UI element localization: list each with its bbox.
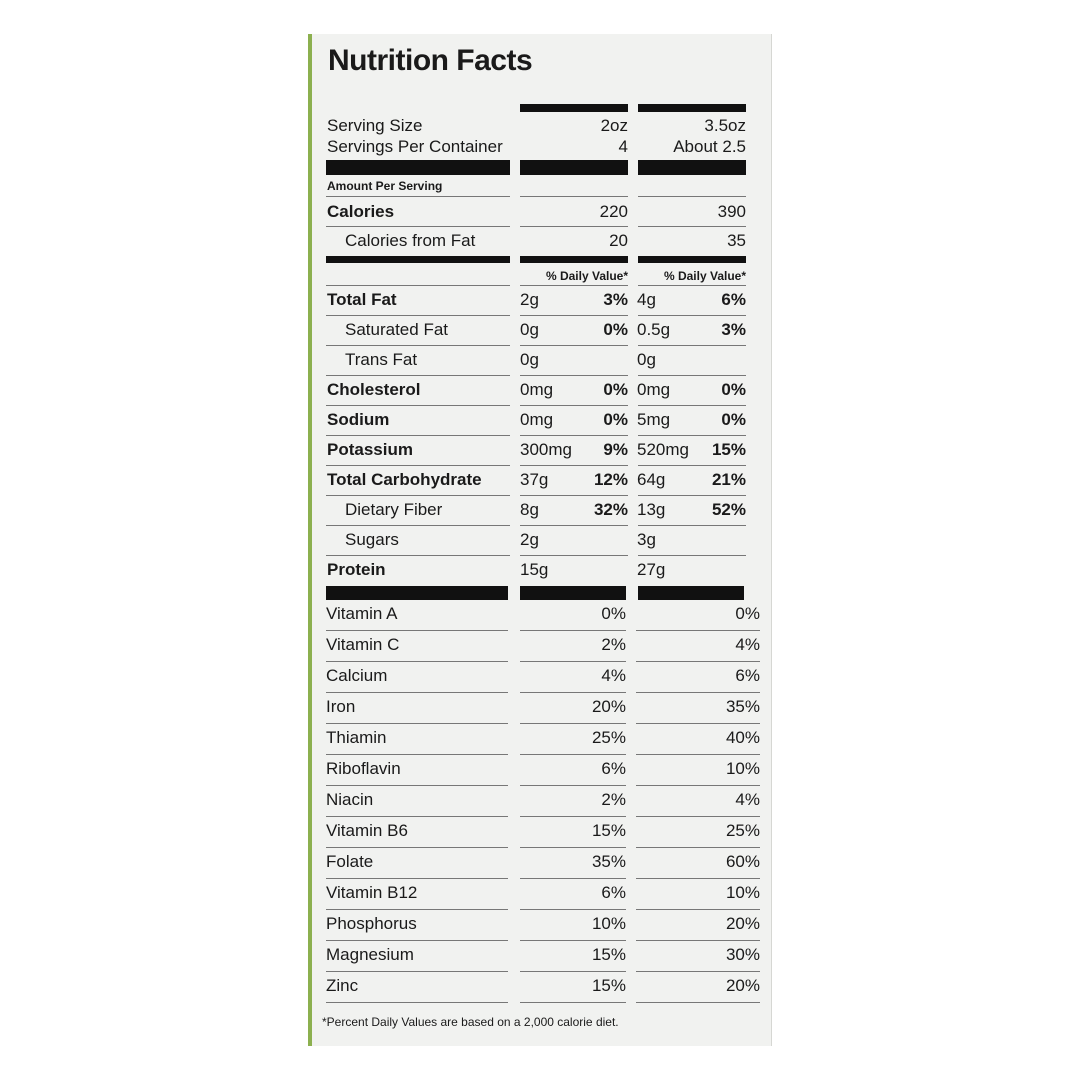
rule xyxy=(326,816,508,817)
rule xyxy=(520,405,628,406)
servings-per-container-label: Servings Per Container xyxy=(327,137,503,156)
nutrient-amount-col1: 37g xyxy=(520,470,549,489)
nutrient-dv-col2: 0% xyxy=(721,380,746,399)
rule xyxy=(326,630,508,631)
nutrient-amount-col1: 0g xyxy=(520,320,539,339)
vitamin-dv-col2: 40% xyxy=(725,728,760,747)
vitamin-label: Vitamin B12 xyxy=(326,883,418,902)
vitamin-label: Riboflavin xyxy=(326,759,401,778)
rule xyxy=(520,692,626,693)
vitamin-dv-col2: 20% xyxy=(725,976,760,995)
vitamin-label: Thiamin xyxy=(326,728,387,747)
vitamin-dv-col2: 6% xyxy=(735,666,760,685)
vitamin-dv-col2: 10% xyxy=(725,883,760,902)
calories-rule-label xyxy=(326,256,510,263)
rule xyxy=(638,375,746,376)
col1-serving-size: 2oz xyxy=(600,116,628,135)
rule xyxy=(326,692,508,693)
rule xyxy=(636,754,760,755)
nutrient-amount-col2: 0.5g xyxy=(637,320,671,339)
nutrient-amount-col2: 27g xyxy=(637,560,666,579)
vitamin-dv-col1: 6% xyxy=(601,883,626,902)
nutrient-label: Total Fat xyxy=(327,290,397,309)
rule xyxy=(636,816,760,817)
rule xyxy=(326,785,508,786)
rule xyxy=(520,909,626,910)
rule xyxy=(326,971,508,972)
vitamin-label: Niacin xyxy=(326,790,374,809)
calories-from-fat-label: Calories from Fat xyxy=(345,231,476,250)
nutrient-amount-col1: 0mg xyxy=(520,380,554,399)
nutrient-dv-col1: 12% xyxy=(593,470,628,489)
nutrient-label: Dietary Fiber xyxy=(345,500,443,519)
rule xyxy=(326,495,510,496)
vitamin-dv-col1: 6% xyxy=(601,759,626,778)
rule xyxy=(636,971,760,972)
vitamin-dv-col2: 20% xyxy=(725,914,760,933)
nutrient-label: Trans Fat xyxy=(345,350,418,369)
rule xyxy=(636,630,760,631)
rule xyxy=(520,785,626,786)
rule xyxy=(326,405,510,406)
rule xyxy=(636,661,760,662)
nutrient-amount-col1: 300mg xyxy=(520,440,572,459)
vitamin-dv-col1: 15% xyxy=(591,821,626,840)
nutrient-dv-col1: 32% xyxy=(593,500,628,519)
nutrient-dv-col2: 6% xyxy=(721,290,746,309)
rule xyxy=(326,940,508,941)
calories-rule-col2 xyxy=(638,256,746,263)
rule xyxy=(520,555,628,556)
vitamin-dv-col2: 4% xyxy=(735,635,760,654)
col2-top-rule xyxy=(638,104,746,112)
nutrient-amount-col2: 5mg xyxy=(637,410,671,429)
rule xyxy=(520,196,628,197)
vitamin-dv-col1: 10% xyxy=(591,914,626,933)
rule xyxy=(520,661,626,662)
label-title: Nutrition Facts xyxy=(328,44,533,77)
nutrient-amount-col1: 2g xyxy=(520,290,539,309)
nutrient-amount-col2: 64g xyxy=(637,470,666,489)
vitamin-dv-col1: 15% xyxy=(591,976,626,995)
col1-top-rule xyxy=(520,104,628,112)
rule xyxy=(520,816,626,817)
nutrient-label: Cholesterol xyxy=(327,380,421,399)
vitamin-dv-col1: 15% xyxy=(591,945,626,964)
rule xyxy=(636,940,760,941)
nutrient-amount-col2: 3g xyxy=(637,530,656,549)
nutrient-dv-col1: 9% xyxy=(603,440,628,459)
vitamin-label: Folate xyxy=(326,852,374,871)
serving-size-label: Serving Size xyxy=(327,116,423,135)
nutrient-label: Sodium xyxy=(327,410,390,429)
nutrient-amount-col1: 8g xyxy=(520,500,539,519)
rule xyxy=(520,285,628,286)
nutrient-label: Sugars xyxy=(345,530,399,549)
rule xyxy=(326,465,510,466)
nutrient-amount-col2: 0g xyxy=(637,350,656,369)
rule xyxy=(520,1002,626,1003)
daily-value-header-col1: % Daily Value* xyxy=(545,269,628,283)
rule xyxy=(636,1002,760,1003)
calories-label: Calories xyxy=(327,202,395,221)
rule xyxy=(326,754,508,755)
col1-servings: 4 xyxy=(618,137,628,156)
nutrient-label: Protein xyxy=(327,560,386,579)
daily-value-header-col2: % Daily Value* xyxy=(663,269,746,283)
rule xyxy=(636,692,760,693)
vitamin-label: Vitamin C xyxy=(326,635,400,654)
vitamin-dv-col2: 30% xyxy=(725,945,760,964)
nutrient-dv-col2: 21% xyxy=(711,470,746,489)
rule xyxy=(520,878,626,879)
rule xyxy=(326,315,510,316)
vitamin-rule-label xyxy=(326,586,508,600)
calories-from-fat-col2: 35 xyxy=(727,231,746,250)
rule xyxy=(326,909,508,910)
rule xyxy=(638,226,746,227)
rule xyxy=(326,555,510,556)
nutrient-dv-col2: 0% xyxy=(721,410,746,429)
rule xyxy=(520,847,626,848)
nutrient-dv-col1: 0% xyxy=(603,320,628,339)
rule xyxy=(638,345,746,346)
rule xyxy=(520,971,626,972)
nutrient-dv-col2: 52% xyxy=(711,500,746,519)
vitamin-dv-col2: 0% xyxy=(735,604,760,623)
nutrient-amount-col1: 2g xyxy=(520,530,539,549)
rule xyxy=(326,723,508,724)
vitamin-rule-col1 xyxy=(520,586,626,600)
rule xyxy=(520,495,628,496)
rule xyxy=(638,405,746,406)
rule xyxy=(326,1002,508,1003)
rule xyxy=(326,196,510,197)
serving-rule-col2 xyxy=(638,160,746,175)
rule xyxy=(636,878,760,879)
calories-from-fat-col1: 20 xyxy=(609,231,628,250)
vitamin-label: Phosphorus xyxy=(326,914,417,933)
footnote: *Percent Daily Values are based on a 2,000 calorie diet. xyxy=(322,1015,619,1029)
rule xyxy=(326,285,510,286)
rule xyxy=(520,754,626,755)
rule xyxy=(638,285,746,286)
rule xyxy=(636,847,760,848)
rule xyxy=(326,226,510,227)
vitamin-dv-col2: 25% xyxy=(725,821,760,840)
rule xyxy=(326,345,510,346)
nutrient-amount-col1: 0mg xyxy=(520,410,554,429)
rule xyxy=(638,315,746,316)
rule xyxy=(520,465,628,466)
nutrient-dv-col1: 3% xyxy=(603,290,628,309)
nutrient-amount-col2: 520mg xyxy=(637,440,689,459)
vitamin-dv-col2: 10% xyxy=(725,759,760,778)
nutrient-amount-col1: 0g xyxy=(520,350,539,369)
col2-serving-size: 3.5oz xyxy=(704,116,746,135)
serving-rule-col1 xyxy=(520,160,628,175)
vitamin-label: Vitamin A xyxy=(326,604,398,623)
rule xyxy=(520,940,626,941)
nutrient-dv-col2: 3% xyxy=(721,320,746,339)
nutrient-dv-col2: 15% xyxy=(711,440,746,459)
vitamin-dv-col2: 60% xyxy=(725,852,760,871)
serving-rule-label xyxy=(326,160,510,175)
rule xyxy=(326,661,508,662)
rule xyxy=(520,723,626,724)
vitamin-label: Zinc xyxy=(326,976,359,995)
rule xyxy=(638,525,746,526)
vitamin-dv-col2: 4% xyxy=(735,790,760,809)
nutrient-label: Total Carbohydrate xyxy=(327,470,482,489)
rule xyxy=(638,196,746,197)
rule xyxy=(638,435,746,436)
amount-per-serving: Amount Per Serving xyxy=(327,179,443,193)
vitamin-dv-col1: 0% xyxy=(601,604,626,623)
vitamin-label: Calcium xyxy=(326,666,388,685)
calories-col2: 390 xyxy=(717,202,746,221)
nutrient-amount-col1: 15g xyxy=(520,560,549,579)
vitamin-dv-col1: 2% xyxy=(601,790,626,809)
rule xyxy=(520,315,628,316)
vitamin-dv-col1: 2% xyxy=(601,635,626,654)
col2-servings: About 2.5 xyxy=(673,137,746,156)
nutrient-dv-col1: 0% xyxy=(603,380,628,399)
rule xyxy=(520,375,628,376)
rule xyxy=(326,847,508,848)
vitamin-dv-col1: 35% xyxy=(591,852,626,871)
rule xyxy=(326,435,510,436)
nutrient-amount-col2: 0mg xyxy=(637,380,671,399)
calories-rule-col1 xyxy=(520,256,628,263)
vitamin-label: Vitamin B6 xyxy=(326,821,408,840)
rule xyxy=(326,525,510,526)
nutrient-amount-col2: 13g xyxy=(637,500,666,519)
rule xyxy=(520,630,626,631)
rule xyxy=(638,465,746,466)
rule xyxy=(520,226,628,227)
rule xyxy=(326,375,510,376)
nutrient-label: Saturated Fat xyxy=(345,320,449,339)
rule xyxy=(636,909,760,910)
vitamin-label: Magnesium xyxy=(326,945,414,964)
calories-col1: 220 xyxy=(599,202,628,221)
rule xyxy=(636,723,760,724)
vitamin-dv-col1: 4% xyxy=(601,666,626,685)
vitamin-dv-col1: 20% xyxy=(591,697,626,716)
vitamin-dv-col1: 25% xyxy=(591,728,626,747)
rule xyxy=(638,495,746,496)
vitamin-rule-col2 xyxy=(638,586,744,600)
rule xyxy=(520,525,628,526)
nutrient-label: Potassium xyxy=(327,440,413,459)
rule xyxy=(638,555,746,556)
nutrient-amount-col2: 4g xyxy=(637,290,656,309)
rule xyxy=(636,785,760,786)
rule xyxy=(520,345,628,346)
nutrient-dv-col1: 0% xyxy=(603,410,628,429)
rule xyxy=(326,878,508,879)
rule xyxy=(520,435,628,436)
vitamin-dv-col2: 35% xyxy=(725,697,760,716)
vitamin-label: Iron xyxy=(326,697,356,716)
